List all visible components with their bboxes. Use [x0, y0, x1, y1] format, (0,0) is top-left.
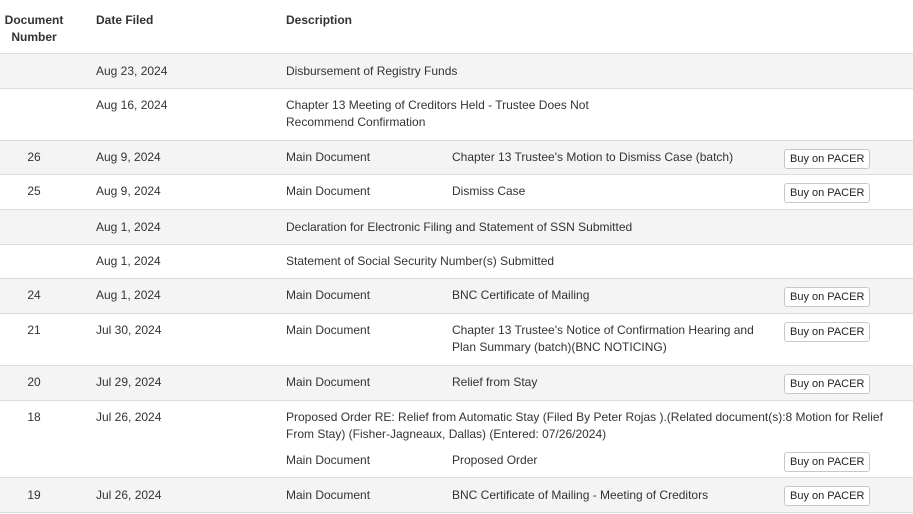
document-name: BNC Certificate of Mailing - Meeting of Creditors [452, 488, 709, 502]
table-row [0, 279, 913, 314]
document-type: Main Document [286, 453, 371, 467]
document-name: Dismiss Case [452, 184, 526, 198]
date-filed: Jul 30, 2024 [96, 323, 162, 337]
header-description: Description [286, 13, 353, 27]
document-name: Relief from Stay [452, 375, 538, 389]
buy-on-pacer-button[interactable]: Buy on PACER [784, 287, 870, 307]
header-document-number: Document Number [4, 13, 64, 44]
buy-on-pacer-button[interactable]: Buy on PACER [784, 149, 870, 169]
date-filed: Aug 23, 2024 [96, 64, 168, 78]
document-number: 26 [27, 150, 41, 164]
table-row [0, 175, 913, 210]
document-number: 18 [27, 410, 41, 424]
entry-description: Statement of Social Security Number(s) Submitted [286, 254, 555, 268]
document-name: BNC Certificate of Mailing [452, 288, 590, 302]
date-filed: Aug 1, 2024 [96, 220, 161, 234]
document-type: Main Document [286, 488, 371, 502]
document-number: 20 [27, 375, 41, 389]
document-type: Main Document [286, 288, 371, 302]
entry-description: Proposed Order RE: Relief from Automatic Stay (Filed By Peter Rojas ).(Related document(s):8 Motion for Relief From Stay) (Fisher-Jagneaux, Dallas) (Entered: 07/26/2024) [286, 410, 883, 441]
table-row [0, 141, 913, 175]
document-name: Chapter 13 Trustee's Notice of Confirmation Hearing and Plan Summary (batch)(BNC NOTICING) [452, 323, 754, 354]
entry-description: Chapter 13 Meeting of Creditors Held - Trustee Does Not Recommend Confirmation [286, 98, 589, 129]
document-type: Main Document [286, 323, 371, 337]
document-type: Main Document [286, 150, 371, 164]
date-filed: Jul 29, 2024 [96, 375, 162, 389]
table-row [0, 210, 913, 245]
buy-on-pacer-button[interactable]: Buy on PACER [784, 322, 870, 342]
date-filed: Aug 1, 2024 [96, 254, 161, 268]
table-row [0, 54, 913, 89]
date-filed: Jul 26, 2024 [96, 410, 162, 424]
document-name: Chapter 13 Trustee's Motion to Dismiss Case (batch) [452, 150, 734, 164]
table-row [0, 401, 913, 478]
table-row [0, 89, 913, 141]
document-number: 24 [27, 288, 41, 302]
table-header [0, 0, 913, 54]
table-row [0, 314, 913, 366]
buy-on-pacer-button[interactable]: Buy on PACER [784, 486, 870, 506]
buy-on-pacer-button[interactable]: Buy on PACER [784, 374, 870, 394]
table-row [0, 245, 913, 279]
document-type: Main Document [286, 184, 371, 198]
date-filed: Jul 26, 2024 [96, 488, 162, 502]
date-filed: Aug 9, 2024 [96, 184, 161, 198]
table-row [0, 478, 913, 513]
document-number: 19 [27, 488, 41, 502]
document-name: Proposed Order [452, 453, 538, 467]
document-type: Main Document [286, 375, 371, 389]
document-number: 21 [27, 323, 41, 337]
header-date-filed: Date Filed [96, 13, 154, 27]
date-filed: Aug 9, 2024 [96, 150, 161, 164]
date-filed: Aug 16, 2024 [96, 98, 168, 112]
entry-description: Disbursement of Registry Funds [286, 64, 458, 78]
buy-on-pacer-button[interactable]: Buy on PACER [784, 183, 870, 203]
date-filed: Aug 1, 2024 [96, 288, 161, 302]
buy-on-pacer-button[interactable]: Buy on PACER [784, 452, 870, 472]
table-row [0, 366, 913, 401]
document-number: 25 [27, 184, 41, 198]
entry-description: Declaration for Electronic Filing and Statement of SSN Submitted [286, 220, 633, 234]
